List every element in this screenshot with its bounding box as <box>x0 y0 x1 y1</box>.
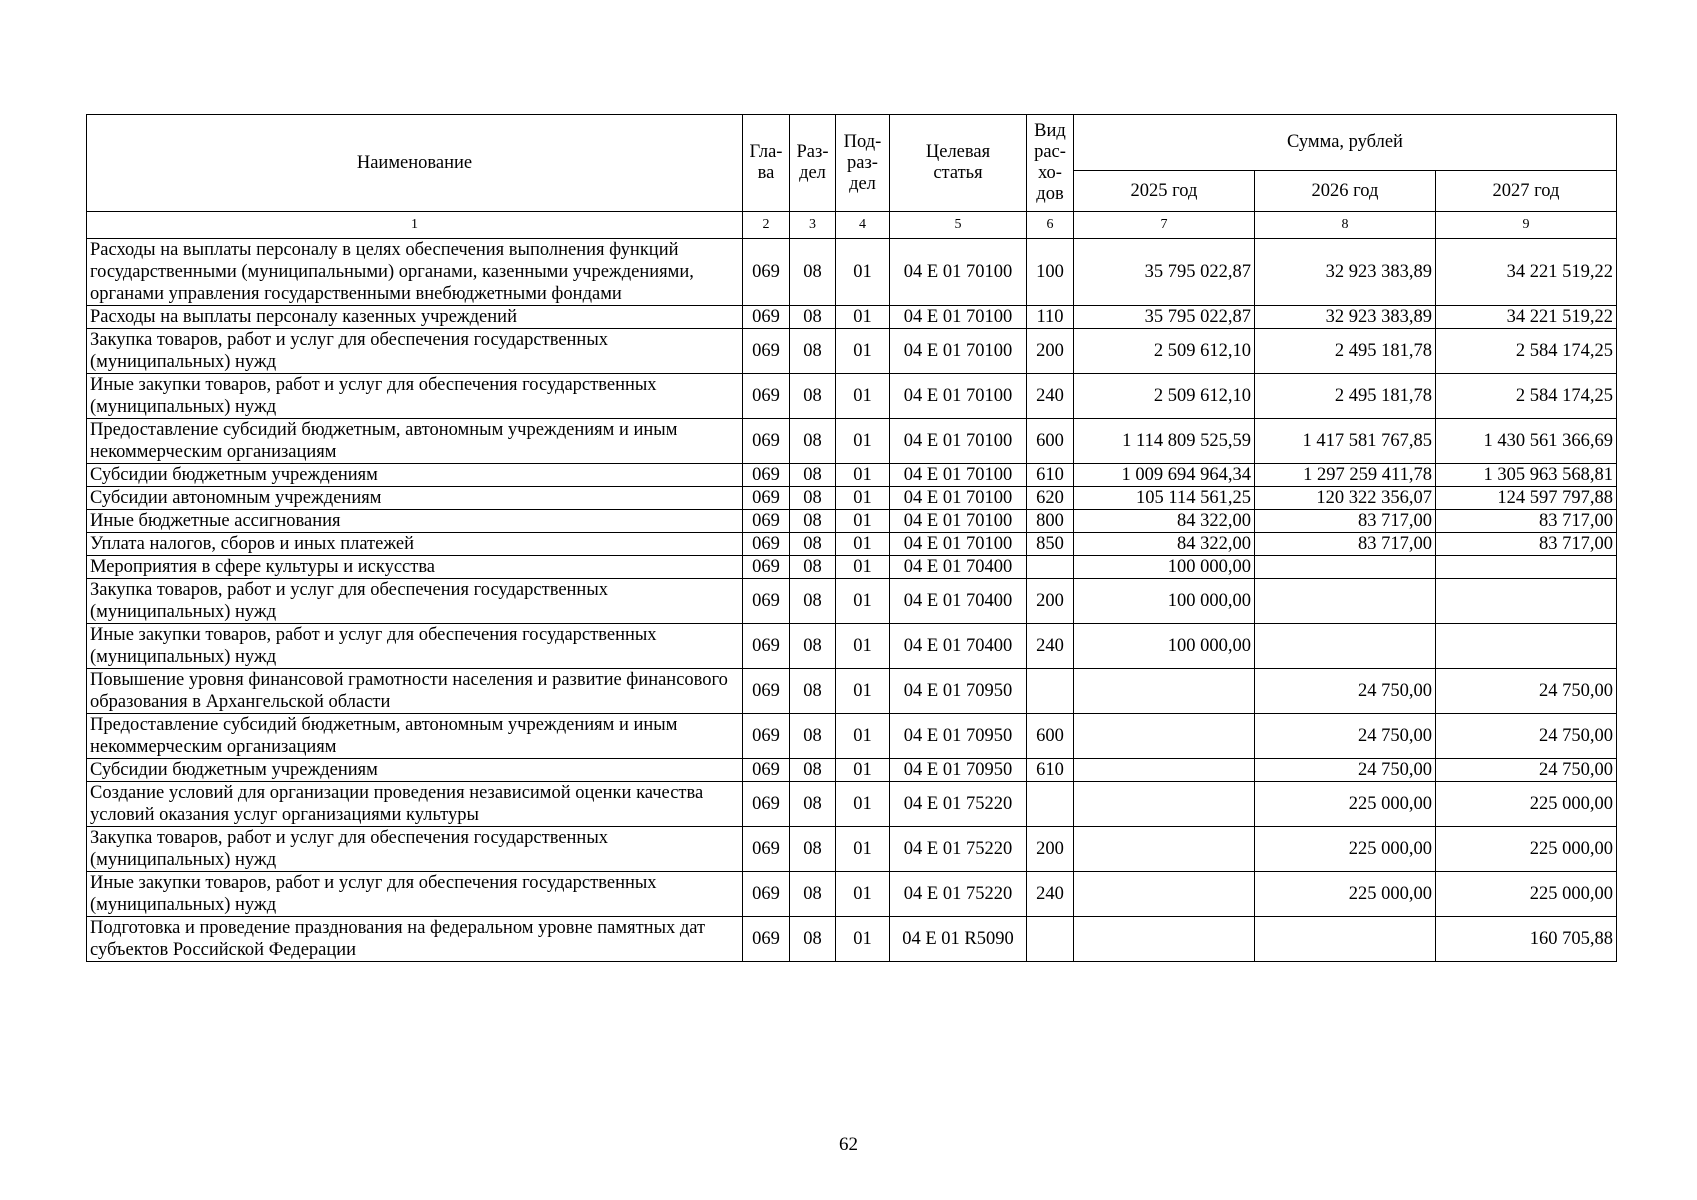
header-year-2025: 2025 год <box>1074 171 1255 212</box>
row-target-article: 04 Е 01 70950 <box>890 759 1027 782</box>
row-target-article: 04 Е 01 70100 <box>890 329 1027 374</box>
column-number: 2 <box>743 212 790 239</box>
row-section: 08 <box>790 556 836 579</box>
table-row <box>87 714 1617 759</box>
row-amount-2025: 100 000,00 <box>1074 579 1255 624</box>
row-target-article: 04 Е 01 70950 <box>890 669 1027 714</box>
row-expense-type: 620 <box>1027 487 1074 510</box>
row-section: 08 <box>790 669 836 714</box>
row-expense-type: 240 <box>1027 374 1074 419</box>
row-name: Расходы на выплаты персоналу в целях обеспечения выполнения функций государственными (муниципальными) органами, казенными учреждениями, органами управления государственными внебюджетными фондами <box>87 239 743 306</box>
row-section: 08 <box>790 872 836 917</box>
row-amount-2026: 2 495 181,78 <box>1255 329 1436 374</box>
table-row <box>87 556 1617 579</box>
column-number: 9 <box>1436 212 1617 239</box>
row-subsection: 01 <box>836 556 890 579</box>
table-row <box>87 533 1617 556</box>
table-row <box>87 464 1617 487</box>
row-target-article: 04 Е 01 70400 <box>890 579 1027 624</box>
row-expense-type: 600 <box>1027 419 1074 464</box>
row-chapter: 069 <box>743 782 790 827</box>
row-amount-2027: 2 584 174,25 <box>1436 329 1617 374</box>
row-expense-type: 200 <box>1027 579 1074 624</box>
row-expense-type: 610 <box>1027 464 1074 487</box>
row-chapter: 069 <box>743 759 790 782</box>
row-amount-2026: 32 923 383,89 <box>1255 306 1436 329</box>
row-expense-type: 240 <box>1027 624 1074 669</box>
row-amount-2026: 120 322 356,07 <box>1255 487 1436 510</box>
table-body <box>87 239 1617 962</box>
row-subsection: 01 <box>836 533 890 556</box>
row-name: Закупка товаров, работ и услуг для обеспечения государственных (муниципальных) нужд <box>87 329 743 374</box>
row-amount-2026: 83 717,00 <box>1255 510 1436 533</box>
table-row <box>87 419 1617 464</box>
row-name: Иные закупки товаров, работ и услуг для обеспечения государственных (муниципальных) нужд <box>87 374 743 419</box>
row-expense-type: 850 <box>1027 533 1074 556</box>
row-amount-2025: 1 114 809 525,59 <box>1074 419 1255 464</box>
row-subsection: 01 <box>836 487 890 510</box>
column-number: 8 <box>1255 212 1436 239</box>
row-name: Субсидии бюджетным учреждениям <box>87 759 743 782</box>
row-chapter: 069 <box>743 624 790 669</box>
column-number: 3 <box>790 212 836 239</box>
row-target-article: 04 Е 01 70400 <box>890 624 1027 669</box>
row-section: 08 <box>790 239 836 306</box>
row-amount-2025: 35 795 022,87 <box>1074 306 1255 329</box>
row-chapter: 069 <box>743 579 790 624</box>
row-amount-2027: 83 717,00 <box>1436 510 1617 533</box>
header-subsection: Под- раз- дел <box>836 115 890 212</box>
row-target-article: 04 Е 01 70100 <box>890 306 1027 329</box>
row-amount-2027: 124 597 797,88 <box>1436 487 1617 510</box>
row-chapter: 069 <box>743 374 790 419</box>
row-expense-type: 240 <box>1027 872 1074 917</box>
row-subsection: 01 <box>836 782 890 827</box>
row-amount-2025 <box>1074 669 1255 714</box>
table-row <box>87 487 1617 510</box>
row-chapter: 069 <box>743 556 790 579</box>
row-subsection: 01 <box>836 827 890 872</box>
row-amount-2027: 24 750,00 <box>1436 759 1617 782</box>
table-row <box>87 782 1617 827</box>
row-chapter: 069 <box>743 510 790 533</box>
row-chapter: 069 <box>743 306 790 329</box>
header-section: Раз- дел <box>790 115 836 212</box>
row-target-article: 04 Е 01 70100 <box>890 510 1027 533</box>
table-row <box>87 872 1617 917</box>
row-amount-2025: 100 000,00 <box>1074 624 1255 669</box>
row-amount-2025: 84 322,00 <box>1074 533 1255 556</box>
row-name: Субсидии автономным учреждениям <box>87 487 743 510</box>
table-row <box>87 329 1617 374</box>
row-section: 08 <box>790 917 836 962</box>
row-amount-2026 <box>1255 917 1436 962</box>
header-chapter: Гла- ва <box>743 115 790 212</box>
column-number: 5 <box>890 212 1027 239</box>
row-name: Уплата налогов, сборов и иных платежей <box>87 533 743 556</box>
row-amount-2026: 24 750,00 <box>1255 759 1436 782</box>
row-section: 08 <box>790 510 836 533</box>
row-target-article: 04 Е 01 70950 <box>890 714 1027 759</box>
row-section: 08 <box>790 464 836 487</box>
header-year-2026: 2026 год <box>1255 171 1436 212</box>
row-chapter: 069 <box>743 419 790 464</box>
row-subsection: 01 <box>836 872 890 917</box>
row-amount-2027: 1 430 561 366,69 <box>1436 419 1617 464</box>
row-name: Подготовка и проведение празднования на федеральном уровне памятных дат субъектов Российской Федерации <box>87 917 743 962</box>
header-expense-type: Вид рас- хо- дов <box>1027 115 1074 212</box>
row-target-article: 04 Е 01 75220 <box>890 782 1027 827</box>
row-subsection: 01 <box>836 669 890 714</box>
row-amount-2025: 1 009 694 964,34 <box>1074 464 1255 487</box>
row-section: 08 <box>790 533 836 556</box>
row-expense-type: 110 <box>1027 306 1074 329</box>
row-name: Иные бюджетные ассигнования <box>87 510 743 533</box>
row-target-article: 04 Е 01 R5090 <box>890 917 1027 962</box>
table-row <box>87 579 1617 624</box>
row-amount-2026: 24 750,00 <box>1255 669 1436 714</box>
row-chapter: 069 <box>743 872 790 917</box>
row-amount-2026: 83 717,00 <box>1255 533 1436 556</box>
row-section: 08 <box>790 329 836 374</box>
row-name: Предоставление субсидий бюджетным, автономным учреждениям и иным некоммерческим организациям <box>87 714 743 759</box>
row-expense-type <box>1027 782 1074 827</box>
row-amount-2027: 225 000,00 <box>1436 782 1617 827</box>
row-amount-2027: 225 000,00 <box>1436 872 1617 917</box>
row-chapter: 069 <box>743 714 790 759</box>
row-subsection: 01 <box>836 464 890 487</box>
row-target-article: 04 Е 01 70100 <box>890 464 1027 487</box>
row-subsection: 01 <box>836 306 890 329</box>
row-name: Закупка товаров, работ и услуг для обеспечения государственных (муниципальных) нужд <box>87 579 743 624</box>
row-amount-2027: 34 221 519,22 <box>1436 306 1617 329</box>
row-target-article: 04 Е 01 70100 <box>890 533 1027 556</box>
row-amount-2027: 24 750,00 <box>1436 714 1617 759</box>
row-amount-2026 <box>1255 556 1436 579</box>
header-year-2027: 2027 год <box>1436 171 1617 212</box>
header-target-article: Целевая статья <box>890 115 1027 212</box>
table-row <box>87 374 1617 419</box>
row-amount-2027: 24 750,00 <box>1436 669 1617 714</box>
row-subsection: 01 <box>836 759 890 782</box>
row-target-article: 04 Е 01 70100 <box>890 374 1027 419</box>
row-amount-2027 <box>1436 624 1617 669</box>
row-amount-2025 <box>1074 714 1255 759</box>
row-amount-2025 <box>1074 827 1255 872</box>
row-expense-type: 600 <box>1027 714 1074 759</box>
row-amount-2026 <box>1255 579 1436 624</box>
row-expense-type <box>1027 556 1074 579</box>
row-amount-2027: 225 000,00 <box>1436 827 1617 872</box>
row-subsection: 01 <box>836 329 890 374</box>
row-amount-2026 <box>1255 624 1436 669</box>
row-target-article: 04 Е 01 75220 <box>890 872 1027 917</box>
row-expense-type: 200 <box>1027 329 1074 374</box>
row-name: Иные закупки товаров, работ и услуг для обеспечения государственных (муниципальных) нужд <box>87 624 743 669</box>
table-row <box>87 669 1617 714</box>
row-amount-2027: 1 305 963 568,81 <box>1436 464 1617 487</box>
row-amount-2025 <box>1074 759 1255 782</box>
row-name: Мероприятия в сфере культуры и искусства <box>87 556 743 579</box>
row-amount-2027 <box>1436 556 1617 579</box>
row-amount-2026: 225 000,00 <box>1255 782 1436 827</box>
row-subsection: 01 <box>836 714 890 759</box>
row-amount-2027: 34 221 519,22 <box>1436 239 1617 306</box>
row-chapter: 069 <box>743 917 790 962</box>
row-section: 08 <box>790 827 836 872</box>
row-subsection: 01 <box>836 374 890 419</box>
header-sum: Сумма, рублей <box>1074 115 1617 171</box>
row-name: Предоставление субсидий бюджетным, автономным учреждениям и иным некоммерческим организациям <box>87 419 743 464</box>
row-amount-2026: 24 750,00 <box>1255 714 1436 759</box>
row-section: 08 <box>790 759 836 782</box>
page-number: 62 <box>839 1134 858 1155</box>
row-amount-2027 <box>1436 579 1617 624</box>
row-amount-2025: 105 114 561,25 <box>1074 487 1255 510</box>
row-section: 08 <box>790 487 836 510</box>
table-row <box>87 624 1617 669</box>
row-chapter: 069 <box>743 827 790 872</box>
row-chapter: 069 <box>743 329 790 374</box>
row-amount-2026: 1 297 259 411,78 <box>1255 464 1436 487</box>
table-row <box>87 917 1617 962</box>
row-section: 08 <box>790 714 836 759</box>
row-amount-2025: 2 509 612,10 <box>1074 329 1255 374</box>
row-amount-2026: 1 417 581 767,85 <box>1255 419 1436 464</box>
row-amount-2025: 2 509 612,10 <box>1074 374 1255 419</box>
row-amount-2025 <box>1074 917 1255 962</box>
row-subsection: 01 <box>836 917 890 962</box>
row-section: 08 <box>790 579 836 624</box>
row-chapter: 069 <box>743 487 790 510</box>
row-amount-2025 <box>1074 782 1255 827</box>
row-section: 08 <box>790 782 836 827</box>
row-subsection: 01 <box>836 510 890 533</box>
row-expense-type: 800 <box>1027 510 1074 533</box>
budget-table <box>86 114 1617 962</box>
row-target-article: 04 Е 01 70100 <box>890 419 1027 464</box>
row-subsection: 01 <box>836 579 890 624</box>
row-target-article: 04 Е 01 70100 <box>890 487 1027 510</box>
row-subsection: 01 <box>836 624 890 669</box>
row-name: Субсидии бюджетным учреждениям <box>87 464 743 487</box>
row-name: Создание условий для организации проведения независимой оценки качества условий оказания услуг организациями культуры <box>87 782 743 827</box>
row-name: Повышение уровня финансовой грамотности населения и развитие финансового образования в Архангельской области <box>87 669 743 714</box>
row-amount-2026: 2 495 181,78 <box>1255 374 1436 419</box>
row-amount-2027: 83 717,00 <box>1436 533 1617 556</box>
table-row <box>87 759 1617 782</box>
row-expense-type: 200 <box>1027 827 1074 872</box>
row-target-article: 04 Е 01 70400 <box>890 556 1027 579</box>
row-amount-2027: 160 705,88 <box>1436 917 1617 962</box>
row-name: Иные закупки товаров, работ и услуг для обеспечения государственных (муниципальных) нужд <box>87 872 743 917</box>
row-expense-type: 100 <box>1027 239 1074 306</box>
table-row <box>87 510 1617 533</box>
table-row <box>87 306 1617 329</box>
table-row <box>87 827 1617 872</box>
row-amount-2025: 100 000,00 <box>1074 556 1255 579</box>
row-section: 08 <box>790 374 836 419</box>
row-subsection: 01 <box>836 239 890 306</box>
row-amount-2025: 84 322,00 <box>1074 510 1255 533</box>
row-amount-2027: 2 584 174,25 <box>1436 374 1617 419</box>
column-number: 7 <box>1074 212 1255 239</box>
header-name: Наименование <box>87 115 743 212</box>
column-number-row <box>87 212 1617 239</box>
row-name: Закупка товаров, работ и услуг для обеспечения государственных (муниципальных) нужд <box>87 827 743 872</box>
column-number: 4 <box>836 212 890 239</box>
row-section: 08 <box>790 419 836 464</box>
row-chapter: 069 <box>743 239 790 306</box>
row-amount-2025 <box>1074 872 1255 917</box>
row-chapter: 069 <box>743 464 790 487</box>
row-expense-type <box>1027 669 1074 714</box>
row-section: 08 <box>790 624 836 669</box>
row-expense-type: 610 <box>1027 759 1074 782</box>
column-number: 1 <box>87 212 743 239</box>
row-target-article: 04 Е 01 75220 <box>890 827 1027 872</box>
row-section: 08 <box>790 306 836 329</box>
row-amount-2025: 35 795 022,87 <box>1074 239 1255 306</box>
row-amount-2026: 225 000,00 <box>1255 827 1436 872</box>
row-chapter: 069 <box>743 669 790 714</box>
column-number: 6 <box>1027 212 1074 239</box>
row-subsection: 01 <box>836 419 890 464</box>
row-expense-type <box>1027 917 1074 962</box>
row-name: Расходы на выплаты персоналу казенных учреждений <box>87 306 743 329</box>
row-amount-2026: 225 000,00 <box>1255 872 1436 917</box>
table-row <box>87 239 1617 306</box>
row-target-article: 04 Е 01 70100 <box>890 239 1027 306</box>
row-amount-2026: 32 923 383,89 <box>1255 239 1436 306</box>
row-chapter: 069 <box>743 533 790 556</box>
